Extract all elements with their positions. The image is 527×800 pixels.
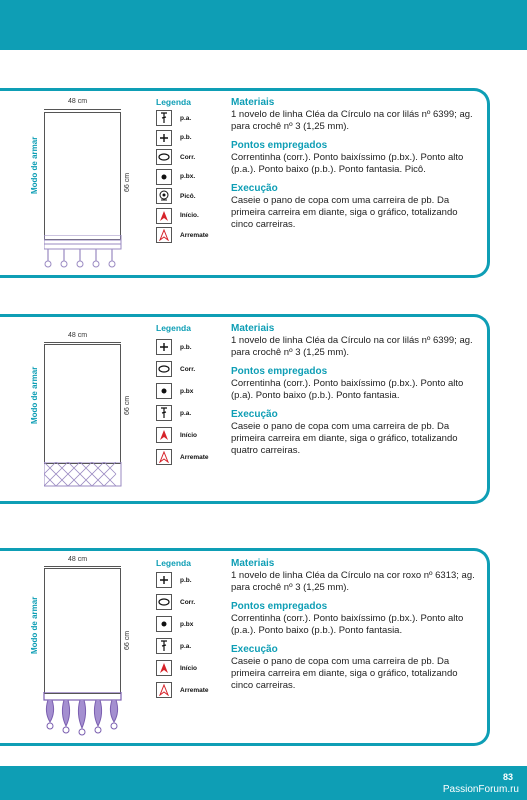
legend-item-label: p.b. [180,576,192,584]
execution-heading: Execução [231,644,278,655]
legend-item-label: Início [180,664,197,672]
instructions-block [231,323,481,464]
legend-item [156,149,195,165]
stitches-text: Correntinha (corr.). Ponto baixíssimo (p.bx.). Ponto alto (p.a). Ponto baixo (p.b.). Ponto fantasia. [231,378,464,401]
legend-item [156,405,191,421]
legend-item [156,572,192,588]
instructions-block [231,558,481,699]
legend-item-label: p.b. [180,343,192,351]
instructions-block [231,97,481,238]
height-dimension: 66 cm [124,395,131,415]
materials-heading: Materiais [231,97,275,108]
materials-heading: Materiais [231,323,275,334]
legend-item-label: Corr. [180,153,196,161]
legend-item [156,660,197,676]
stitches-heading: Pontos empregados [231,601,328,612]
end-triangle-icon [156,227,172,243]
crochet-trim-diagram [44,235,122,271]
legend-item-label: Arremate [180,686,209,694]
width-dimension-line [44,109,121,110]
end-triangle-icon [156,449,172,465]
assembly-label: Modo de armar [30,136,39,194]
height-dimension: 66 cm [124,172,131,192]
crochet-trim-diagram [44,462,122,488]
legend-item-label: p.bx [180,620,194,628]
width-dimension-line [44,566,121,567]
materials-heading: Materiais [231,558,275,569]
start-triangle-icon [156,427,172,443]
legend-item [156,208,199,224]
legend-item [156,110,191,126]
legend-item-label: Picô. [180,192,196,200]
page-number: 83 [502,772,513,782]
picot-icon [156,188,172,204]
legend-title: Legenda [156,97,191,107]
legend-item-label: Corr. [180,365,196,373]
execution-text: Caseie o pano de copa com uma carreira de pb. Da primeira carreira em diante, siga o gráfico, totalizando cinco carreiras. [231,656,458,691]
towel-diagram [44,112,121,240]
execution-heading: Execução [231,183,278,194]
plus-icon [156,572,172,588]
legend-title: Legenda [156,323,191,333]
dot-icon [156,169,172,185]
oval-icon [156,149,172,165]
legend-item-label: Corr. [180,598,196,606]
legend-item-label: p.a. [180,114,192,122]
legend-item [156,682,209,698]
execution-text: Caseie o pano de copa com uma carreira de pb. Da primeira carreira em diante, siga o gráfico, totalizando cinco carreiras. [231,195,458,230]
top-header-band [0,0,527,50]
legend-item-label: p.b. [180,134,192,141]
legend-item [156,339,192,355]
watermark: PassionForum.ru [442,784,519,795]
legend-item [156,383,193,399]
execution-text: Caseie o pano de copa com uma carreira de pb. Da primeira carreira em diante, siga o gráfico, totalizando quatro carreiras. [231,421,458,456]
end-triangle-icon [156,682,172,698]
execution-heading: Execução [231,409,278,420]
legend-item [156,130,192,146]
width-dimension-line [44,342,121,343]
double-crochet-symbol-icon [156,405,172,421]
legend-item [156,616,193,632]
double-crochet-symbol-icon [156,110,172,126]
plus-icon [156,339,172,355]
legend-item [156,169,195,185]
legend-item-label: Arremate [180,231,209,239]
legend-item-label: p.bx. [180,173,196,180]
materials-text: 1 novelo de linha Cléa da Círculo na cor lilás nº 6399; ag. para crochê nº 3 (1,25 mm). [231,109,473,132]
legend-item [156,427,197,443]
oval-icon [156,361,172,377]
legend-item-label: p.a. [180,409,192,417]
width-dimension: 48 cm [68,556,88,563]
legend-item-label: Início. [180,212,199,219]
start-triangle-icon [156,208,172,224]
stitches-heading: Pontos empregados [231,366,328,377]
materials-text: 1 novelo de linha Cléa da Círculo na cor roxo nº 6313; ag. para crochê nº 3 (1,25 mm). [231,570,475,593]
dot-icon [156,616,172,632]
legend-item-label: p.a. [180,642,192,650]
double-crochet-symbol-icon [156,638,172,654]
legend-item [156,361,195,377]
height-dimension: 66 cm [124,630,131,650]
crochet-trim-diagram [42,692,124,738]
towel-diagram [44,344,121,464]
stitches-text: Correntinha (corr.). Ponto baixíssimo (p.bx.). Ponto alto (p.a.). Ponto baixo (p.b.). Ponto fantasia. [231,613,464,636]
plus-icon [156,130,172,146]
legend-item-label: Início [180,431,197,439]
assembly-label: Modo de armar [30,596,39,654]
legend-item-label: p.bx [180,387,194,395]
legend-item [156,638,191,654]
legend-title: Legenda [156,558,191,568]
towel-diagram [44,568,121,694]
legend-item [156,594,195,610]
start-triangle-icon [156,660,172,676]
stitches-heading: Pontos empregados [231,140,328,151]
dot-icon [156,383,172,399]
width-dimension: 48 cm [68,98,88,105]
legend-item [156,227,209,243]
stitches-text: Correntinha (corr.). Ponto baixíssimo (p.bx.). Ponto alto (p.a.). Ponto baixo (p.b.). Ponto fantasia. Picô. [231,152,464,175]
oval-icon [156,594,172,610]
materials-text: 1 novelo de linha Cléa da Círculo na cor lilás nº 6399; ag. para crochê nº 3 (1,25 mm). [231,335,473,358]
assembly-label: Modo de armar [30,366,39,424]
width-dimension: 48 cm [68,332,88,339]
legend-item [156,449,209,465]
legend-item [156,188,196,204]
legend-item-label: Arremate [180,453,209,461]
